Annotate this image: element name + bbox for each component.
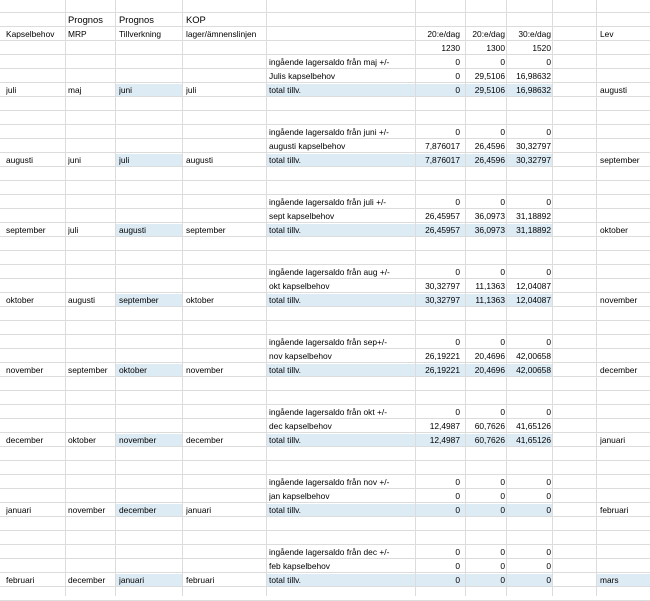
lev-month-cell[interactable]: november bbox=[600, 295, 638, 305]
value-col2[interactable]: 36,0973 bbox=[474, 211, 505, 221]
header-lager[interactable]: lager/ämnenslinjen bbox=[186, 29, 257, 39]
value-col3[interactable]: 0 bbox=[546, 337, 551, 347]
tillverkning-month-cell[interactable]: augusti bbox=[119, 225, 147, 235]
kop-month-cell[interactable]: januari bbox=[186, 505, 212, 515]
row-label[interactable]: Julis kapselbehov bbox=[269, 71, 336, 81]
row-label[interactable]: total tillv. bbox=[269, 225, 301, 235]
lev-month-cell[interactable]: februari bbox=[600, 505, 629, 515]
row-label[interactable]: total tillv. bbox=[269, 575, 301, 585]
mrp-month-cell[interactable]: oktober bbox=[68, 435, 96, 445]
value-col3[interactable]: 0 bbox=[546, 477, 551, 487]
row-label[interactable]: ingående lagersaldo från aug +/- bbox=[269, 267, 390, 277]
value-col3[interactable]: 12,04087 bbox=[516, 295, 551, 305]
value-col1[interactable]: 7,876017 bbox=[425, 155, 460, 165]
value-col2[interactable]: 0 bbox=[500, 477, 505, 487]
row-label[interactable]: ingående lagersaldo från maj +/- bbox=[269, 57, 390, 67]
row-label[interactable]: dec kapselbehov bbox=[269, 421, 332, 431]
value-col3[interactable]: 42,00658 bbox=[516, 365, 551, 375]
value-col3[interactable]: 0 bbox=[546, 575, 551, 585]
row-label[interactable]: total tillv. bbox=[269, 155, 301, 165]
value-col2[interactable]: 0 bbox=[500, 575, 505, 585]
value-col3[interactable]: 0 bbox=[546, 547, 551, 557]
value-col1[interactable]: 0 bbox=[455, 477, 460, 487]
row-label[interactable]: total tillv. bbox=[269, 365, 301, 375]
value-col2[interactable]: 0 bbox=[500, 561, 505, 571]
month-cell[interactable]: september bbox=[6, 225, 46, 235]
row-label[interactable]: ingående lagersaldo från dec +/- bbox=[269, 547, 390, 557]
mrp-month-cell[interactable]: maj bbox=[68, 85, 82, 95]
value-col1[interactable]: 12,4987 bbox=[429, 435, 460, 445]
value-col1[interactable]: 0 bbox=[455, 127, 460, 137]
header-prognos-mrp[interactable]: Prognos bbox=[68, 14, 103, 25]
value-col1[interactable]: 0 bbox=[455, 505, 460, 515]
value-col3[interactable]: 41,65126 bbox=[516, 421, 551, 431]
value-col1[interactable]: 26,19221 bbox=[425, 351, 460, 361]
value-col3[interactable]: 0 bbox=[546, 197, 551, 207]
row-label[interactable]: feb kapselbehov bbox=[269, 561, 330, 571]
row-label[interactable]: jan kapselbehov bbox=[269, 491, 330, 501]
mrp-month-cell[interactable]: juli bbox=[68, 225, 79, 235]
tillverkning-month-cell[interactable]: december bbox=[119, 505, 157, 515]
value-col3[interactable]: 0 bbox=[546, 267, 551, 277]
lev-month-cell[interactable]: mars bbox=[600, 575, 619, 585]
value-col1[interactable]: 0 bbox=[455, 407, 460, 417]
kop-month-cell[interactable]: oktober bbox=[186, 295, 214, 305]
row-label[interactable]: ingående lagersaldo från juli +/- bbox=[269, 197, 387, 207]
lev-month-cell[interactable]: oktober bbox=[600, 225, 628, 235]
kop-month-cell[interactable]: november bbox=[186, 365, 224, 375]
row-label[interactable]: total tillv. bbox=[269, 85, 301, 95]
value-col1[interactable]: 0 bbox=[455, 57, 460, 67]
row-gridline bbox=[0, 110, 650, 111]
header-mrp[interactable]: MRP bbox=[68, 29, 87, 39]
value-col2[interactable]: 36,0973 bbox=[474, 225, 505, 235]
kop-month-cell[interactable]: februari bbox=[186, 575, 215, 585]
value-col3[interactable]: 0 bbox=[546, 407, 551, 417]
mrp-month-cell[interactable]: juni bbox=[68, 155, 82, 165]
lev-month-cell[interactable]: augusti bbox=[600, 85, 628, 95]
tillverkning-month-cell[interactable]: januari bbox=[119, 575, 145, 585]
value-col1[interactable]: 30,32797 bbox=[425, 295, 460, 305]
row-label[interactable]: ingående lagersaldo från juni +/- bbox=[269, 127, 389, 137]
header-kapselbehov[interactable]: Kapselbehov bbox=[6, 29, 55, 39]
row-gridline bbox=[0, 180, 650, 181]
row-label[interactable]: augusti kapselbehov bbox=[269, 141, 346, 151]
value-col2[interactable]: 0 bbox=[500, 197, 505, 207]
kop-month-cell[interactable]: juli bbox=[186, 85, 197, 95]
value-col2[interactable]: 26,4596 bbox=[474, 141, 505, 151]
row-gridline bbox=[0, 40, 650, 41]
row-label[interactable]: ingående lagersaldo från okt +/- bbox=[269, 407, 388, 417]
value-col2[interactable]: 0 bbox=[500, 337, 505, 347]
row-label[interactable]: ingående lagersaldo från sep+/- bbox=[269, 337, 388, 347]
value-col1[interactable]: 0 bbox=[455, 267, 460, 277]
row-label[interactable]: total tillv. bbox=[269, 295, 301, 305]
value-col2[interactable]: 29,5106 bbox=[474, 85, 505, 95]
value-col2[interactable]: 60,7626 bbox=[474, 421, 505, 431]
month-cell[interactable]: augusti bbox=[6, 155, 34, 165]
value-col2[interactable]: 26,4596 bbox=[474, 155, 505, 165]
month-cell[interactable]: oktober bbox=[6, 295, 34, 305]
kop-month-cell[interactable]: augusti bbox=[186, 155, 214, 165]
mrp-month-cell[interactable]: september bbox=[68, 365, 108, 375]
value-col2[interactable]: 20,4696 bbox=[474, 351, 505, 361]
month-cell[interactable]: december bbox=[6, 435, 44, 445]
value-col3[interactable]: 31,18892 bbox=[516, 225, 551, 235]
value-col3[interactable]: 16,98632 bbox=[516, 71, 551, 81]
value-col3[interactable]: 0 bbox=[546, 127, 551, 137]
month-cell[interactable]: februari bbox=[6, 575, 35, 585]
value-col2[interactable]: 0 bbox=[500, 547, 505, 557]
column-gridline bbox=[266, 0, 267, 596]
capacity-col3[interactable]: 1520 bbox=[532, 43, 551, 53]
row-label[interactable]: total tillv. bbox=[269, 435, 301, 445]
tillverkning-month-cell[interactable]: september bbox=[119, 295, 159, 305]
header-col3[interactable]: 30:e/dag bbox=[518, 29, 551, 39]
value-col1[interactable]: 30,32797 bbox=[425, 281, 460, 291]
month-cell[interactable]: november bbox=[6, 365, 44, 375]
column-gridline bbox=[596, 0, 597, 596]
value-col3[interactable]: 0 bbox=[546, 505, 551, 515]
value-col1[interactable]: 0 bbox=[455, 547, 460, 557]
value-col3[interactable]: 16,98632 bbox=[516, 85, 551, 95]
header-tillverkning[interactable]: Tillverkning bbox=[119, 29, 162, 39]
value-col1[interactable]: 12,4987 bbox=[429, 421, 460, 431]
row-label[interactable]: sept kapselbehov bbox=[269, 211, 335, 221]
row-gridline bbox=[0, 390, 650, 391]
kop-month-cell[interactable]: september bbox=[186, 225, 226, 235]
tillverkning-month-cell[interactable]: oktober bbox=[119, 365, 147, 375]
value-col2[interactable]: 60,7626 bbox=[474, 435, 505, 445]
row-label[interactable]: nov kapselbehov bbox=[269, 351, 332, 361]
capacity-col1[interactable]: 1230 bbox=[441, 43, 460, 53]
value-col3[interactable]: 30,32797 bbox=[516, 141, 551, 151]
column-gridline bbox=[115, 0, 116, 596]
row-gridline bbox=[0, 530, 650, 531]
value-col1[interactable]: 0 bbox=[455, 337, 460, 347]
value-col3[interactable]: 30,32797 bbox=[516, 155, 551, 165]
value-col2[interactable]: 0 bbox=[500, 407, 505, 417]
value-col1[interactable]: 26,45957 bbox=[425, 211, 460, 221]
value-col3[interactable]: 31,18892 bbox=[516, 211, 551, 221]
header-col1[interactable]: 20:e/dag bbox=[427, 29, 460, 39]
row-gridline bbox=[0, 26, 650, 27]
row-gridline bbox=[0, 250, 650, 251]
value-col1[interactable]: 7,876017 bbox=[425, 141, 460, 151]
mrp-month-cell[interactable]: november bbox=[68, 505, 106, 515]
value-col2[interactable]: 0 bbox=[500, 491, 505, 501]
value-col1[interactable]: 26,45957 bbox=[425, 225, 460, 235]
row-gridline bbox=[0, 460, 650, 461]
value-col3[interactable]: 0 bbox=[546, 491, 551, 501]
header-lev[interactable]: Lev bbox=[600, 29, 614, 39]
value-col3[interactable]: 0 bbox=[546, 57, 551, 67]
month-cell[interactable]: januari bbox=[6, 505, 32, 515]
value-col2[interactable]: 29,5106 bbox=[474, 71, 505, 81]
row-gridline bbox=[0, 12, 650, 13]
column-gridline bbox=[65, 0, 66, 596]
value-col2[interactable]: 0 bbox=[500, 127, 505, 137]
value-col1[interactable]: 0 bbox=[455, 561, 460, 571]
value-col3[interactable]: 0 bbox=[546, 561, 551, 571]
value-col3[interactable]: 41,65126 bbox=[516, 435, 551, 445]
tillverkning-month-cell[interactable]: juni bbox=[119, 85, 133, 95]
value-col2[interactable]: 0 bbox=[500, 505, 505, 515]
value-col2[interactable]: 0 bbox=[500, 57, 505, 67]
lev-month-cell[interactable]: januari bbox=[600, 435, 626, 445]
value-col1[interactable]: 0 bbox=[455, 491, 460, 501]
tillverkning-month-cell[interactable]: juli bbox=[119, 155, 130, 165]
value-col1[interactable]: 0 bbox=[455, 71, 460, 81]
value-col2[interactable]: 11,1363 bbox=[475, 281, 505, 291]
kop-month-cell[interactable]: december bbox=[186, 435, 224, 445]
value-col1[interactable]: 0 bbox=[455, 197, 460, 207]
mrp-month-cell[interactable]: augusti bbox=[68, 295, 96, 305]
lev-month-cell[interactable]: december bbox=[600, 365, 638, 375]
row-label[interactable]: ingående lagersaldo från nov +/- bbox=[269, 477, 390, 487]
value-col3[interactable]: 42,00658 bbox=[516, 351, 551, 361]
tillverkning-month-cell[interactable]: november bbox=[119, 435, 157, 445]
value-col1[interactable]: 0 bbox=[455, 575, 460, 585]
value-col2[interactable]: 11,1363 bbox=[475, 295, 505, 305]
column-gridline bbox=[182, 0, 183, 596]
mrp-month-cell[interactable]: december bbox=[68, 575, 106, 585]
value-col2[interactable]: 0 bbox=[500, 267, 505, 277]
header-col2[interactable]: 20:e/dag bbox=[472, 29, 505, 39]
lev-month-cell[interactable]: september bbox=[600, 155, 640, 165]
header-kop[interactable]: KOP bbox=[186, 14, 206, 25]
month-cell[interactable]: juli bbox=[6, 85, 17, 95]
value-col1[interactable]: 0 bbox=[455, 85, 460, 95]
capacity-col2[interactable]: 1300 bbox=[486, 43, 505, 53]
value-col3[interactable]: 12,04087 bbox=[516, 281, 551, 291]
row-label[interactable]: total tillv. bbox=[269, 505, 301, 515]
column-gridline bbox=[552, 0, 553, 596]
value-col2[interactable]: 20,4696 bbox=[474, 365, 505, 375]
row-gridline bbox=[0, 320, 650, 321]
row-label[interactable]: okt kapselbehov bbox=[269, 281, 330, 291]
value-col1[interactable]: 26,19221 bbox=[425, 365, 460, 375]
header-prognos-tillverkning[interactable]: Prognos bbox=[119, 14, 154, 25]
